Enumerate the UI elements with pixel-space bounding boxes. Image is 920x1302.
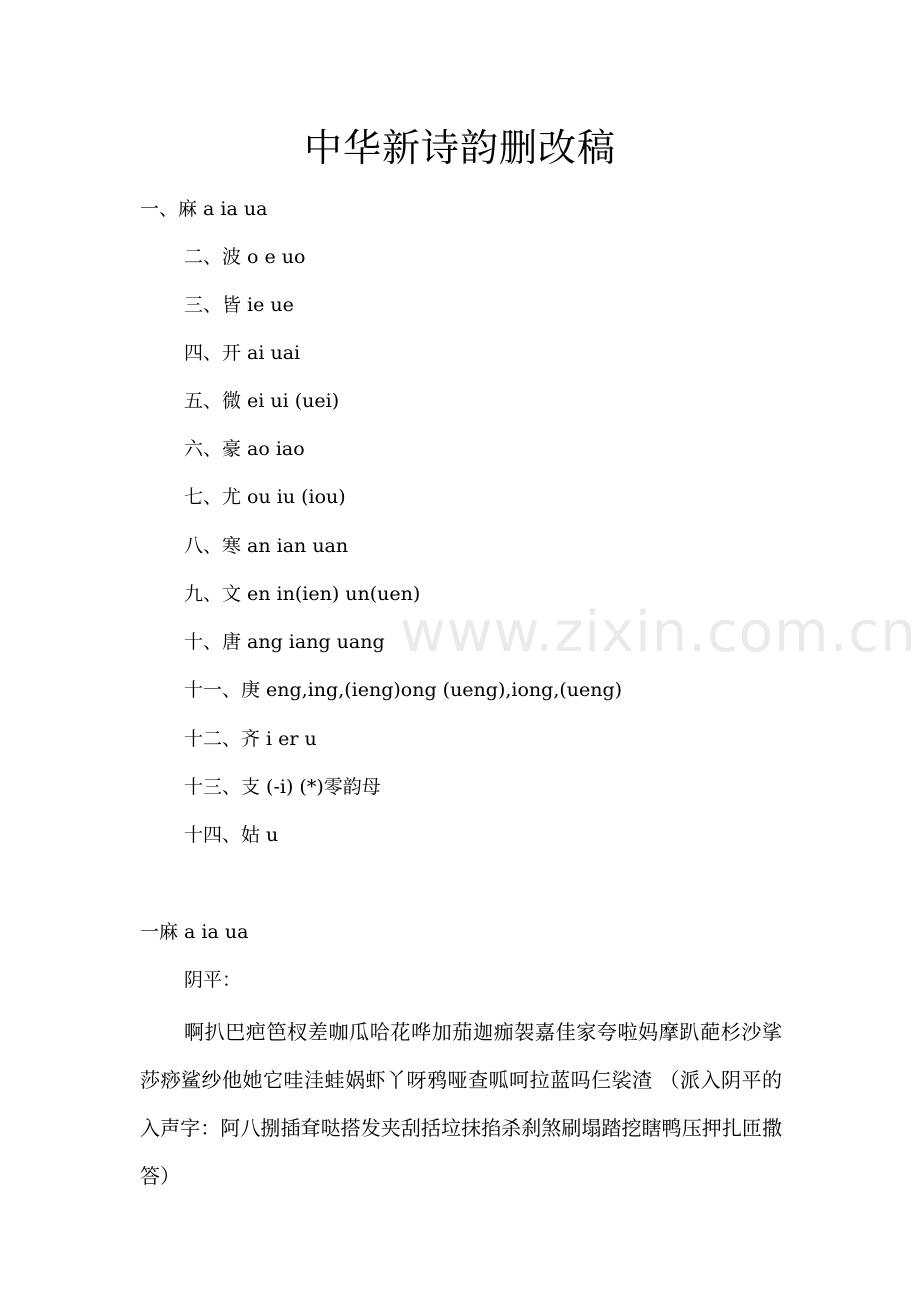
section-heading: 一麻 a ia ua bbox=[140, 921, 249, 943]
outline-item-2: 二、波 o e uo bbox=[184, 246, 306, 268]
outline-item-3: 三、皆 ie ue bbox=[184, 294, 294, 316]
outline-item-4: 四、开 ai uai bbox=[184, 342, 301, 364]
body-paragraph: 啊扒巴疤笆杈差咖瓜哈花哗加茄迦痂袈嘉佳家夸啦妈摩趴葩杉沙挲莎痧鲨纱他她它哇洼蛙娲虾丫呀鸦哑查呱呵拉蓝吗仨裟渣 （派入阴平的入声字：阿八捌插耷哒搭发夹刮括垃抹掐杀刹煞刷塌踏挖瞎鸭压押扎匝撒答） bbox=[140, 1020, 782, 1188]
outline-item-7: 七、尤 ou iu (iou) bbox=[184, 486, 346, 508]
outline-item-8: 八、寒 an ian uan bbox=[184, 535, 349, 557]
outline-item-9: 九、文 en in(ien) un(uen) bbox=[184, 583, 421, 605]
outline-item-12: 十二、齐 i er u bbox=[184, 728, 317, 750]
outline-item-11: 十一、庚 eng,ing,(ieng)ong (ueng),iong,(ueng) bbox=[184, 679, 623, 701]
outline-item-10: 十、唐 ang iang uang bbox=[184, 631, 385, 653]
document-title: 中华新诗韵删改稿 bbox=[303, 126, 616, 170]
subheading-yinping: 阴平： bbox=[184, 969, 242, 991]
outline-item-14: 十四、姑 u bbox=[184, 824, 279, 846]
watermark: www.zixin.com.cn bbox=[400, 600, 917, 665]
outline-item-5: 五、微 ei ui (uei) bbox=[184, 390, 340, 412]
outline-item-13: 十三、支 (-i) (*)零韵母 bbox=[184, 776, 381, 798]
outline-item-1: 一、麻 a ia ua bbox=[140, 198, 268, 220]
outline-item-6: 六、豪 ao iao bbox=[184, 438, 305, 460]
